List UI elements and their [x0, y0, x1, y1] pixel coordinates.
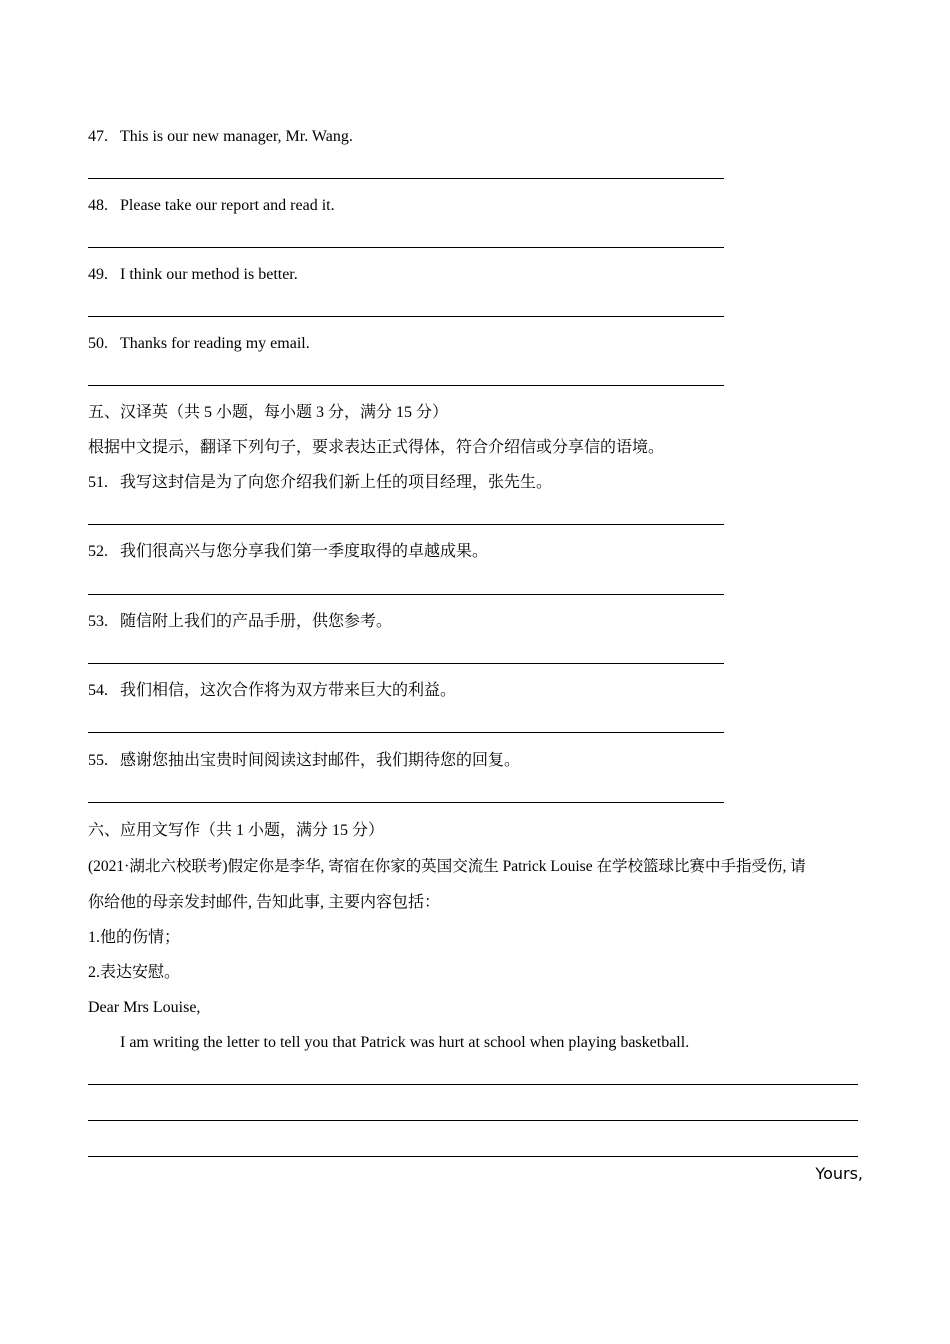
question-53	[88, 612, 392, 632]
question-text: Thanks for reading my email.	[120, 335, 310, 352]
question-number: 50.	[88, 335, 108, 352]
writing-point-1: 1.他的伤情；	[88, 929, 181, 946]
question-number: 51.	[88, 474, 108, 491]
question-text: 随信附上我们的产品手册，供您参考。	[120, 613, 393, 630]
letter-signoff: Yours,	[815, 1164, 863, 1183]
answer-line-47[interactable]	[88, 178, 724, 179]
question-text: I think our method is better.	[120, 266, 298, 283]
section-heading-part5: 五、汉译英（共 5 小题，每小题 3 分，满分 15 分）	[88, 404, 449, 421]
question-text: Please take our report and read it.	[120, 197, 335, 214]
question-number: 54.	[88, 682, 108, 699]
question-number: 52.	[88, 543, 108, 560]
writing-line-2[interactable]	[88, 1120, 858, 1121]
writing-line-3[interactable]	[88, 1156, 858, 1157]
question-50	[88, 334, 310, 354]
section-instruction-part5: 根据中文提示，翻译下列句子，要求表达正式得体，符合介绍信或分享信的语境。	[88, 439, 665, 456]
answer-line-52[interactable]	[88, 594, 724, 595]
writing-prompt-line-1: (2021·湖北六校联考)假定你是李华, 寄宿在你家的英国交流生 Patrick Louise 在学校篮球比赛中手指受伤, 请	[88, 858, 806, 875]
question-number: 48.	[88, 197, 108, 214]
question-number: 53.	[88, 613, 108, 630]
writing-prompt-line-2: 你给他的母亲发封邮件, 告知此事, 主要内容包括：	[88, 894, 441, 911]
answer-line-50[interactable]	[88, 385, 724, 386]
answer-line-51[interactable]	[88, 524, 724, 525]
question-text: 我们相信，这次合作将为双方带来巨大的利益。	[120, 682, 457, 699]
question-51	[88, 473, 552, 493]
question-text: This is our new manager, Mr. Wang.	[120, 128, 353, 145]
question-number: 47.	[88, 128, 108, 145]
question-49	[88, 265, 298, 285]
answer-line-48[interactable]	[88, 247, 724, 248]
letter-salutation: Dear Mrs Louise,	[88, 999, 201, 1016]
question-number: 55.	[88, 752, 108, 769]
answer-line-54[interactable]	[88, 732, 724, 733]
question-47	[88, 127, 353, 147]
question-55	[88, 751, 520, 771]
question-54	[88, 681, 456, 701]
section-heading-part6: 六、应用文写作（共 1 小题，满分 15 分）	[88, 822, 385, 839]
question-52	[88, 542, 488, 562]
answer-line-53[interactable]	[88, 663, 724, 664]
answer-line-49[interactable]	[88, 316, 724, 317]
question-text: 我写这封信是为了向您介绍我们新上任的项目经理，张先生。	[120, 474, 553, 491]
question-text: 我们很高兴与您分享我们第一季度取得的卓越成果。	[120, 543, 489, 560]
writing-point-2: 2.表达安慰。	[88, 964, 181, 981]
writing-line-1[interactable]	[88, 1084, 858, 1085]
question-number: 49.	[88, 266, 108, 283]
question-text: 感谢您抽出宝贵时间阅读这封邮件，我们期待您的回复。	[120, 752, 521, 769]
question-48	[88, 196, 335, 216]
letter-opening-sentence: I am writing the letter to tell you that Patrick was hurt at school when playing basketball.	[120, 1034, 690, 1051]
answer-line-55[interactable]	[88, 802, 724, 803]
